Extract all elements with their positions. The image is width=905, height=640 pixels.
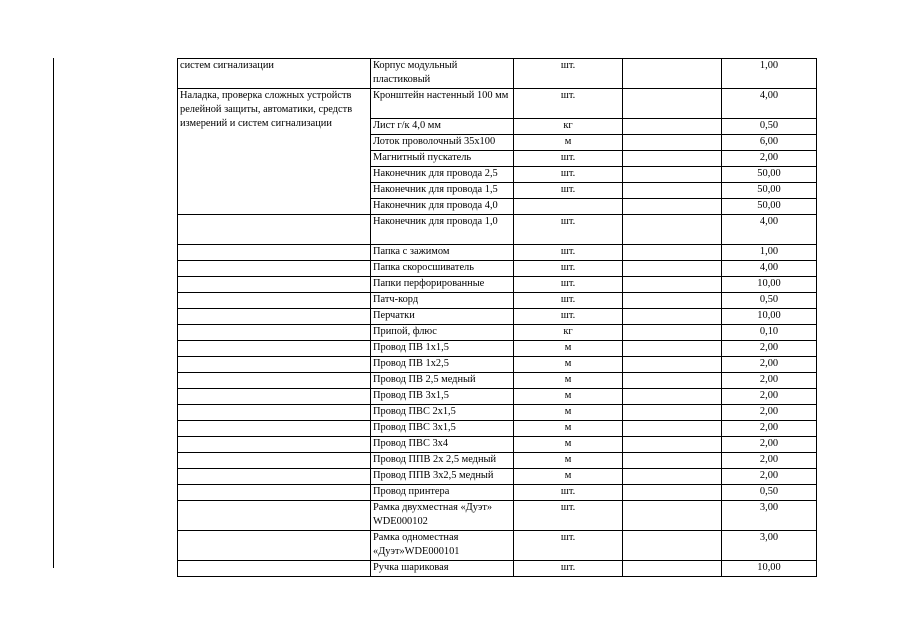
quantity-cell: 2,00 — [722, 357, 817, 373]
material-name-cell: Папки перфорированные — [371, 277, 514, 293]
quantity-cell: 0,50 — [722, 485, 817, 501]
empty-cell — [623, 261, 722, 277]
unit-cell: шт. — [514, 183, 623, 199]
unit-cell: м — [514, 389, 623, 405]
table-row — [178, 531, 817, 561]
table-row — [178, 293, 817, 309]
material-name-cell: Магнитный пускатель — [371, 151, 514, 167]
table-row — [178, 501, 817, 531]
work-description-cell — [178, 325, 371, 341]
empty-cell — [623, 357, 722, 373]
material-name-cell: Провод принтера — [371, 485, 514, 501]
empty-cell — [623, 245, 722, 261]
unit-cell: шт. — [514, 293, 623, 309]
work-description-cell — [178, 389, 371, 405]
material-name-cell: Провод ППВ 2х 2,5 медный — [371, 453, 514, 469]
empty-cell — [623, 293, 722, 309]
empty-cell — [623, 59, 722, 89]
work-description-cell — [178, 245, 371, 261]
empty-cell — [623, 485, 722, 501]
material-name-cell: Провод ПВ 3х1,5 — [371, 389, 514, 405]
table-row — [178, 245, 817, 261]
material-name-cell: Кронштейн настенный 100 мм — [371, 89, 514, 119]
quantity-cell: 4,00 — [722, 89, 817, 119]
material-name-cell: Корпус модульный пластиковый — [371, 59, 514, 89]
page-margin-line — [53, 58, 54, 568]
table-row — [178, 389, 817, 405]
empty-cell — [623, 167, 722, 183]
quantity-cell: 10,00 — [722, 309, 817, 325]
table-row — [178, 421, 817, 437]
unit-cell: м — [514, 135, 623, 151]
material-name-cell: Рамка двухместная «Дуэт» WDE000102 — [371, 501, 514, 531]
empty-cell — [623, 277, 722, 293]
empty-cell — [623, 341, 722, 357]
table-row — [178, 485, 817, 501]
table-row — [178, 261, 817, 277]
empty-cell — [623, 405, 722, 421]
unit-cell — [514, 199, 623, 215]
work-description-cell — [178, 531, 371, 561]
empty-cell — [623, 199, 722, 215]
unit-cell: м — [514, 453, 623, 469]
unit-cell: шт. — [514, 245, 623, 261]
quantity-cell: 0,10 — [722, 325, 817, 341]
quantity-cell: 2,00 — [722, 151, 817, 167]
material-name-cell: Перчатки — [371, 309, 514, 325]
unit-cell: м — [514, 437, 623, 453]
quantity-cell: 50,00 — [722, 199, 817, 215]
work-description-cell — [178, 373, 371, 389]
work-description-cell — [178, 341, 371, 357]
material-name-cell: Провод ПВ 2,5 медный — [371, 373, 514, 389]
unit-cell: м — [514, 373, 623, 389]
material-name-cell: Патч-корд — [371, 293, 514, 309]
material-name-cell: Наконечник для провода 1,0 — [371, 215, 514, 245]
quantity-cell: 3,00 — [722, 531, 817, 561]
work-description-cell — [178, 357, 371, 373]
material-name-cell: Припой, флюс — [371, 325, 514, 341]
empty-cell — [623, 561, 722, 577]
quantity-cell: 2,00 — [722, 389, 817, 405]
table-row — [178, 405, 817, 421]
empty-cell — [623, 325, 722, 341]
work-description-cell — [178, 561, 371, 577]
work-description-cell — [178, 277, 371, 293]
empty-cell — [623, 373, 722, 389]
unit-cell: шт. — [514, 261, 623, 277]
unit-cell: шт. — [514, 531, 623, 561]
work-description-cell — [178, 261, 371, 277]
table-row — [178, 437, 817, 453]
quantity-cell: 2,00 — [722, 373, 817, 389]
quantity-cell: 4,00 — [722, 215, 817, 245]
table-row — [178, 373, 817, 389]
material-name-cell: Наконечник для провода 4,0 — [371, 199, 514, 215]
material-name-cell: Рамка одноместная «Дуэт»WDE000101 — [371, 531, 514, 561]
material-name-cell: Провод ПВС 3х4 — [371, 437, 514, 453]
material-name-cell: Ручка шариковая — [371, 561, 514, 577]
unit-cell: шт. — [514, 501, 623, 531]
material-name-cell: Провод ПВС 3х1,5 — [371, 421, 514, 437]
quantity-cell: 1,00 — [722, 245, 817, 261]
unit-cell: м — [514, 357, 623, 373]
table-row — [178, 59, 817, 89]
unit-cell: кг — [514, 119, 623, 135]
unit-cell: м — [514, 469, 623, 485]
empty-cell — [623, 135, 722, 151]
quantity-cell: 4,00 — [722, 261, 817, 277]
empty-cell — [623, 531, 722, 561]
unit-cell: шт. — [514, 59, 623, 89]
table-row — [178, 89, 817, 119]
work-description-cell: систем сигнализации — [178, 59, 371, 89]
quantity-cell: 6,00 — [722, 135, 817, 151]
table-row — [178, 277, 817, 293]
table-row — [178, 357, 817, 373]
empty-cell — [623, 309, 722, 325]
table-row — [178, 325, 817, 341]
material-name-cell: Папка с зажимом — [371, 245, 514, 261]
unit-cell: шт. — [514, 485, 623, 501]
quantity-cell: 10,00 — [722, 561, 817, 577]
materials-table — [177, 58, 817, 577]
empty-cell — [623, 119, 722, 135]
empty-cell — [623, 437, 722, 453]
material-name-cell: Лист г/к 4,0 мм — [371, 119, 514, 135]
work-description-cell — [178, 437, 371, 453]
quantity-cell: 2,00 — [722, 405, 817, 421]
material-name-cell: Лоток проволочный 35х100 — [371, 135, 514, 151]
quantity-cell: 2,00 — [722, 421, 817, 437]
quantity-cell: 1,00 — [722, 59, 817, 89]
unit-cell: шт. — [514, 561, 623, 577]
work-description-cell — [178, 293, 371, 309]
work-description-cell — [178, 215, 371, 245]
unit-cell: м — [514, 421, 623, 437]
work-description-cell — [178, 405, 371, 421]
material-name-cell: Провод ПВС 2х1,5 — [371, 405, 514, 421]
quantity-cell: 2,00 — [722, 437, 817, 453]
quantity-cell: 2,00 — [722, 453, 817, 469]
table-row — [178, 309, 817, 325]
table-row — [178, 215, 817, 245]
material-name-cell: Провод ППВ 3х2,5 медный — [371, 469, 514, 485]
empty-cell — [623, 183, 722, 199]
work-description-cell — [178, 421, 371, 437]
unit-cell: м — [514, 405, 623, 421]
empty-cell — [623, 453, 722, 469]
table-row — [178, 469, 817, 485]
unit-cell: шт. — [514, 151, 623, 167]
work-description-cell — [178, 453, 371, 469]
material-name-cell: Наконечник для провода 1,5 — [371, 183, 514, 199]
work-description-cell: Наладка, проверка сложных устройств релейной защиты, автоматики, средств измерений и систем сигнализации — [178, 89, 371, 215]
quantity-cell: 50,00 — [722, 167, 817, 183]
work-description-cell — [178, 469, 371, 485]
unit-cell: м — [514, 341, 623, 357]
table-row — [178, 453, 817, 469]
table-row — [178, 561, 817, 577]
material-name-cell: Наконечник для провода 2,5 — [371, 167, 514, 183]
table-row — [178, 341, 817, 357]
material-name-cell: Провод ПВ 1х2,5 — [371, 357, 514, 373]
quantity-cell: 0,50 — [722, 293, 817, 309]
empty-cell — [623, 215, 722, 245]
unit-cell: шт. — [514, 89, 623, 119]
work-description-cell — [178, 485, 371, 501]
quantity-cell: 0,50 — [722, 119, 817, 135]
unit-cell: шт. — [514, 215, 623, 245]
material-name-cell: Папка скоросшиватель — [371, 261, 514, 277]
empty-cell — [623, 421, 722, 437]
material-name-cell: Провод ПВ 1х1,5 — [371, 341, 514, 357]
empty-cell — [623, 151, 722, 167]
quantity-cell: 2,00 — [722, 341, 817, 357]
unit-cell: шт. — [514, 309, 623, 325]
quantity-cell: 10,00 — [722, 277, 817, 293]
empty-cell — [623, 389, 722, 405]
empty-cell — [623, 89, 722, 119]
work-description-cell — [178, 309, 371, 325]
work-description-cell — [178, 501, 371, 531]
quantity-cell: 50,00 — [722, 183, 817, 199]
unit-cell: кг — [514, 325, 623, 341]
empty-cell — [623, 501, 722, 531]
unit-cell: шт. — [514, 277, 623, 293]
quantity-cell: 2,00 — [722, 469, 817, 485]
quantity-cell: 3,00 — [722, 501, 817, 531]
empty-cell — [623, 469, 722, 485]
unit-cell: шт. — [514, 167, 623, 183]
